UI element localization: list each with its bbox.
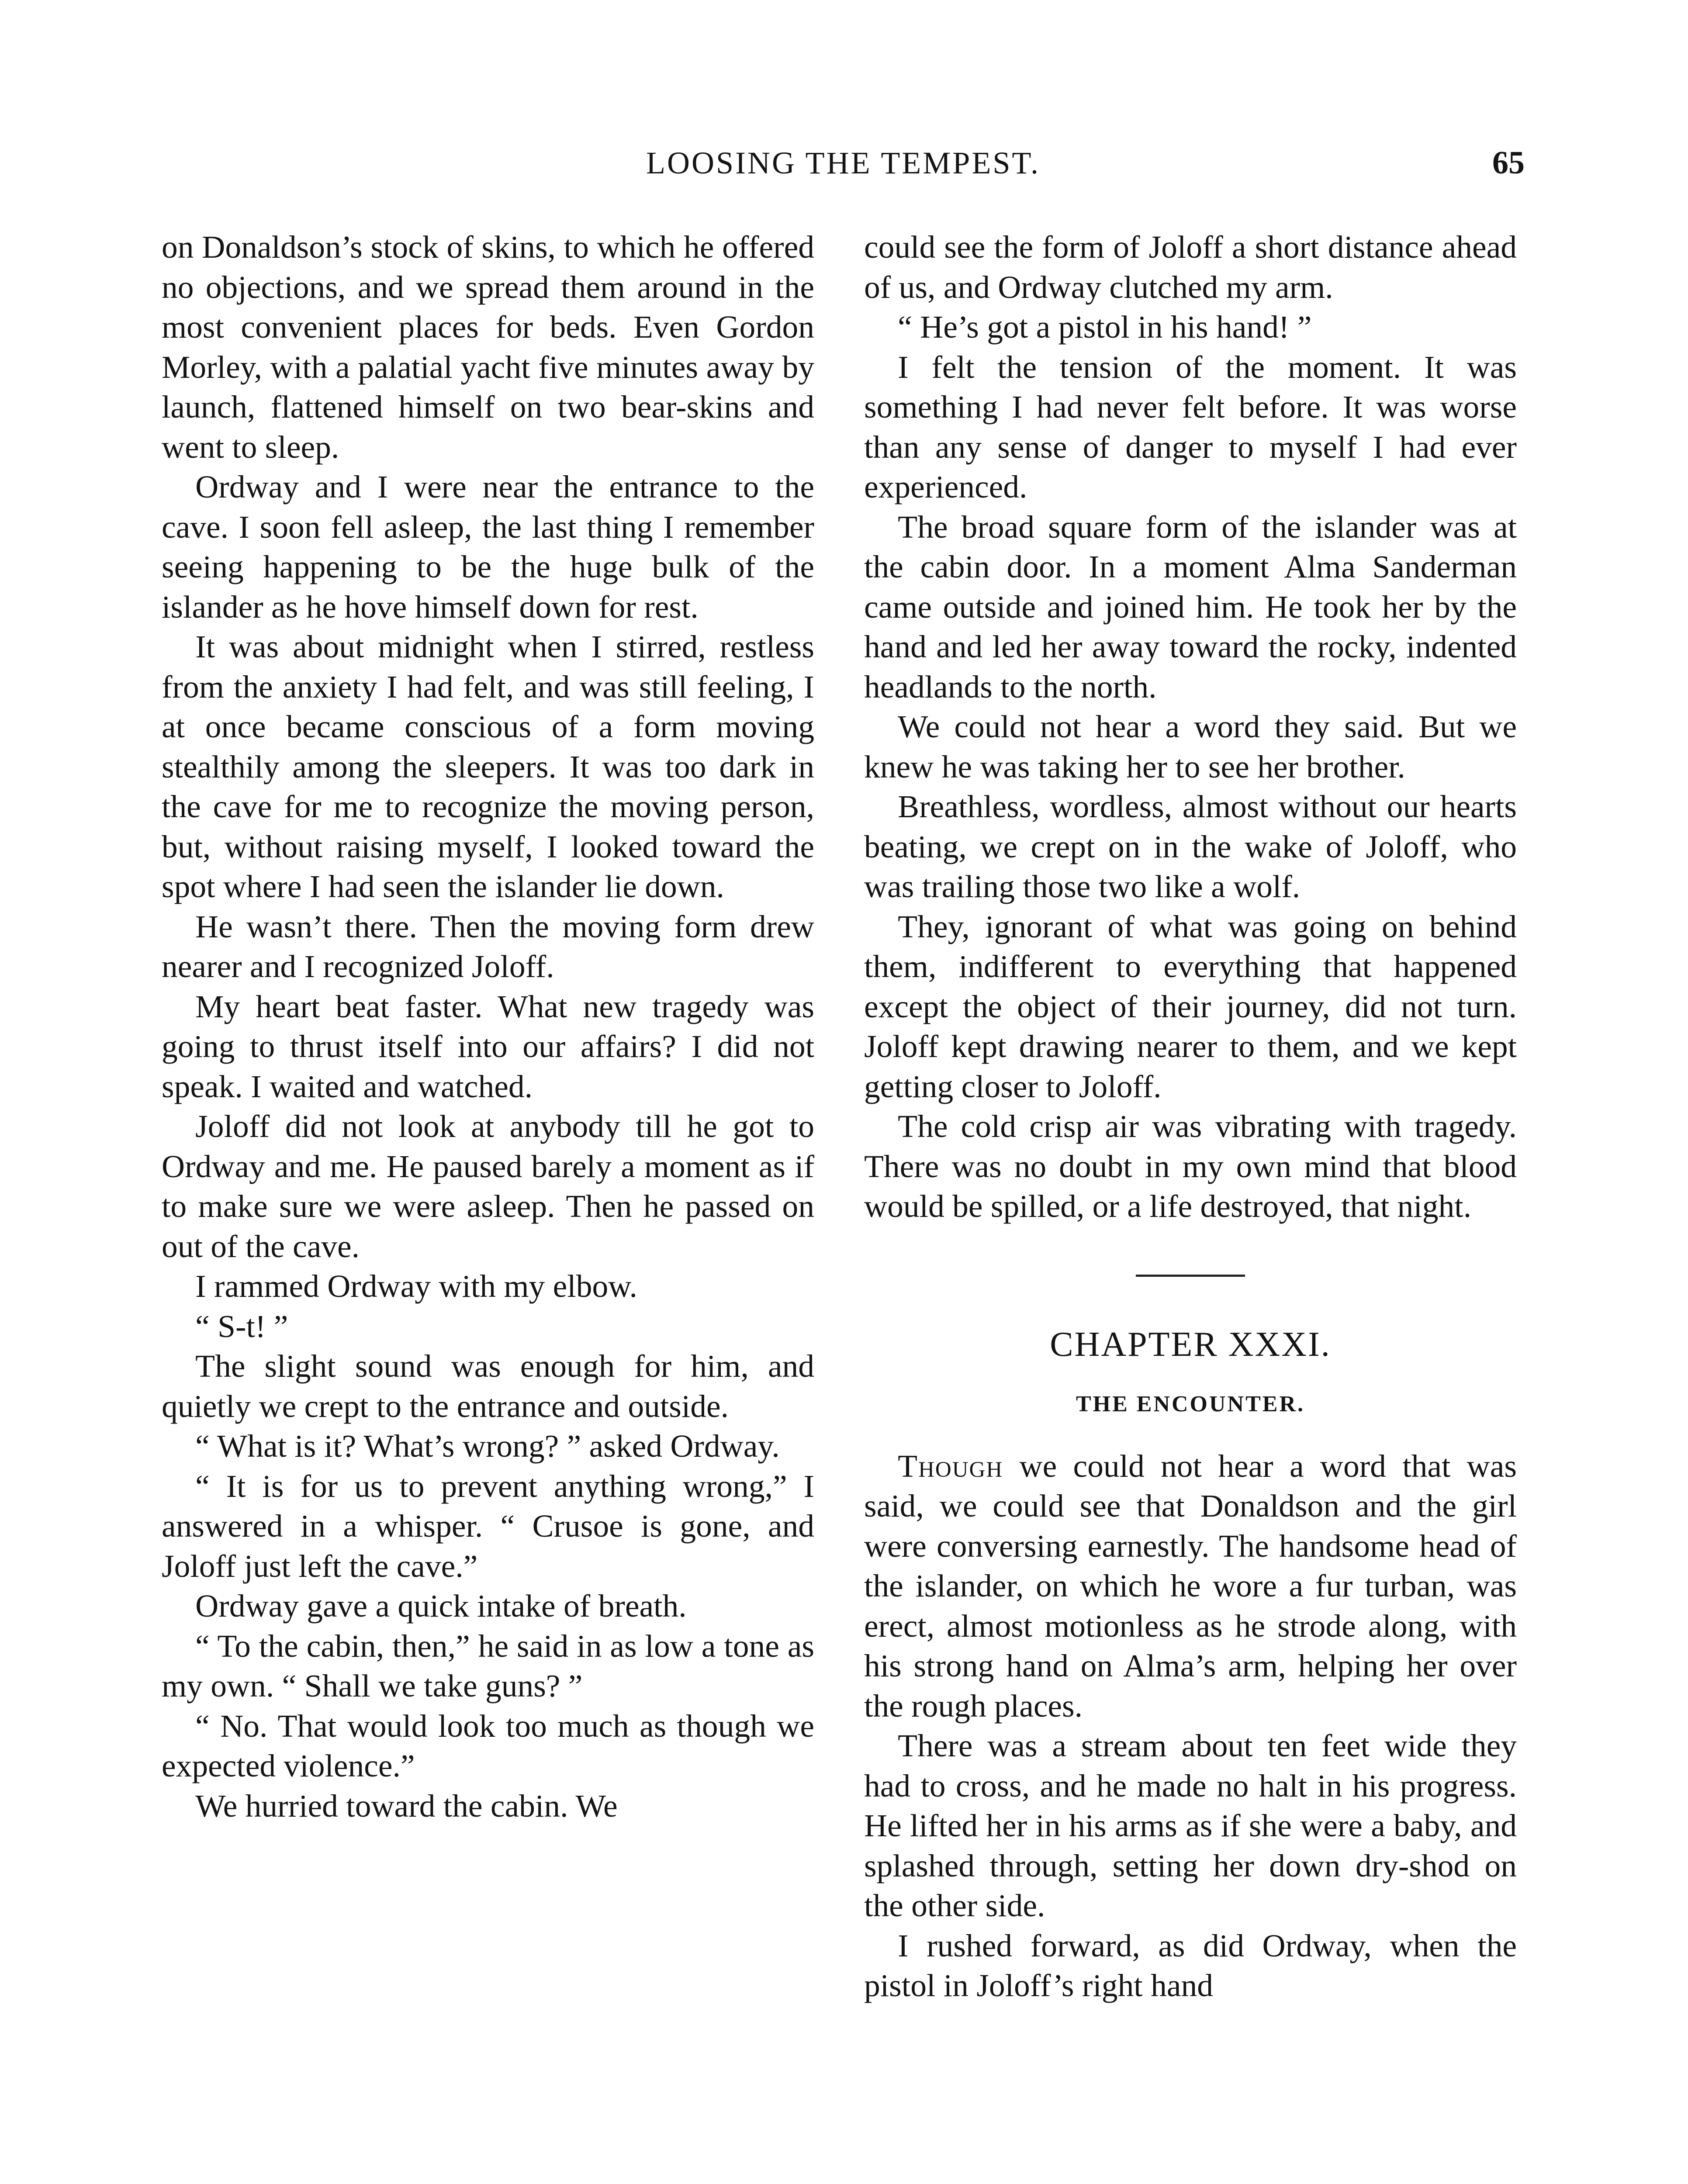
paragraph: He wasn’t there. Then the moving form drew nearer and I recognized Joloff. xyxy=(162,909,814,984)
paragraph: My heart beat faster. What new tragedy was going to thrust itself into our affairs? I did not speak. I waited and watched. xyxy=(162,988,814,1104)
paragraph-text: we could not hear a word that was said, we could see that Donaldson and the girl were conversing earnestly. The handsome head of the islander, on which he wore a fur turban, was erect, almost motionless as he strode along, with his strong hand on Alma’s arm, helping her over the rough places. xyxy=(864,1448,1517,1724)
paragraph: I felt the tension of the moment. It was something I had never felt before. It was worse than any sense of danger to myself I had ever experienced. xyxy=(864,349,1517,505)
paragraph: The broad square form of the islander was at the cabin door. In a moment Alma Sanderman came outside and joined him. He took her by the hand and led her away toward the rocky, indented headlands to the north. xyxy=(864,509,1517,705)
paragraph: The slight sound was enough for him, and quietly we crept to the entrance and outside. xyxy=(162,1348,814,1424)
paragraph: We could not hear a word they said. But we knew he was taking her to see her brother. xyxy=(864,709,1517,784)
paragraph: I rammed Ordway with my elbow. xyxy=(195,1268,637,1304)
left-column xyxy=(162,227,814,1826)
paragraph: “ No. That would look too much as though we expected violence.” xyxy=(162,1708,814,1783)
paragraph: Ordway and I were near the entrance to the cave. I soon fell asleep, the last thing I remember seeing happening to be the huge bulk of the islander as he hove himself down for rest. xyxy=(162,469,814,625)
right-column xyxy=(864,227,1517,2006)
paragraph: “ To the cabin, then,” he said in as low a tone as my own. “ Shall we take guns? ” xyxy=(162,1628,814,1704)
paragraph: Ordway gave a quick intake of breath. xyxy=(195,1588,687,1624)
paragraph: Joloff did not look at anybody till he got to Ordway and me. He paused barely a moment as if to make sure we were asleep. Then he passed on out of the cave. xyxy=(162,1109,814,1264)
page-number: 65 xyxy=(1492,145,1525,181)
paragraph: I rushed forward, as did Ordway, when the pistol in Joloff’s right hand xyxy=(864,1928,1517,2003)
drop-word: Though xyxy=(898,1448,1003,1484)
paragraph: They, ignorant of what was going on behind them, indifferent to everything that happened except the object of their journey, did not turn. Joloff kept drawing nearer to them, and we kept getting closer to Joloff. xyxy=(864,909,1517,1104)
paragraph: We hurried toward the cabin. We xyxy=(195,1788,618,1824)
paragraph: “ What is it? What’s wrong? ” asked Ordway. xyxy=(195,1428,780,1464)
chapter-subtitle: THE ENCOUNTER. xyxy=(1076,1391,1305,1417)
paragraph: could see the form of Joloff a short distance ahead of us, and Ordway clutched my arm. xyxy=(864,229,1517,305)
chapter-title: CHAPTER XXXI. xyxy=(1050,1325,1331,1364)
section-divider xyxy=(1136,1275,1245,1277)
paragraph: “ S-t! ” xyxy=(195,1308,288,1344)
paragraph: Breathless, wordless, almost without our hearts beating, we crept on in the wake of Joloff, who was trailing those two like a wolf. xyxy=(864,789,1517,904)
paragraph: The cold crisp air was vibrating with tragedy. There was no doubt in my own mind that blood would be spilled, or a life destroyed, that night. xyxy=(864,1109,1517,1224)
paragraph: “ He’s got a pistol in his hand! ” xyxy=(898,309,1312,345)
paragraph: on Donaldson’s stock of skins, to which he offered no objections, and we spread them around in the most convenient places for beds. Even Gordon Morley, with a palatial yacht five minutes away by launch, flattened himself on two bear-skins and went to sleep. xyxy=(162,229,814,465)
running-head: LOOSING THE TEMPEST. xyxy=(646,145,1041,180)
paragraph: “ It is for us to prevent anything wrong,” I answered in a whisper. “ Crusoe is gone, and Joloff just left the cave.” xyxy=(162,1468,814,1584)
chapter-opening-paragraph xyxy=(864,1446,1517,1726)
paragraph: It was about midnight when I stirred, restless from the anxiety I had felt, and was still feeling, I at once became conscious of a form moving stealthily among the sleepers. It was too dark in the cave for me to recognize the moving person, but, without raising myself, I looked toward the spot where I had seen the islander lie down. xyxy=(162,629,814,904)
page-header xyxy=(162,139,1525,187)
paragraph: There was a stream about ten feet wide they had to cross, and he made no halt in his progress. He lifted her in his arms as if she were a baby, and splashed through, setting her down dry-shod on the other side. xyxy=(864,1728,1517,1923)
